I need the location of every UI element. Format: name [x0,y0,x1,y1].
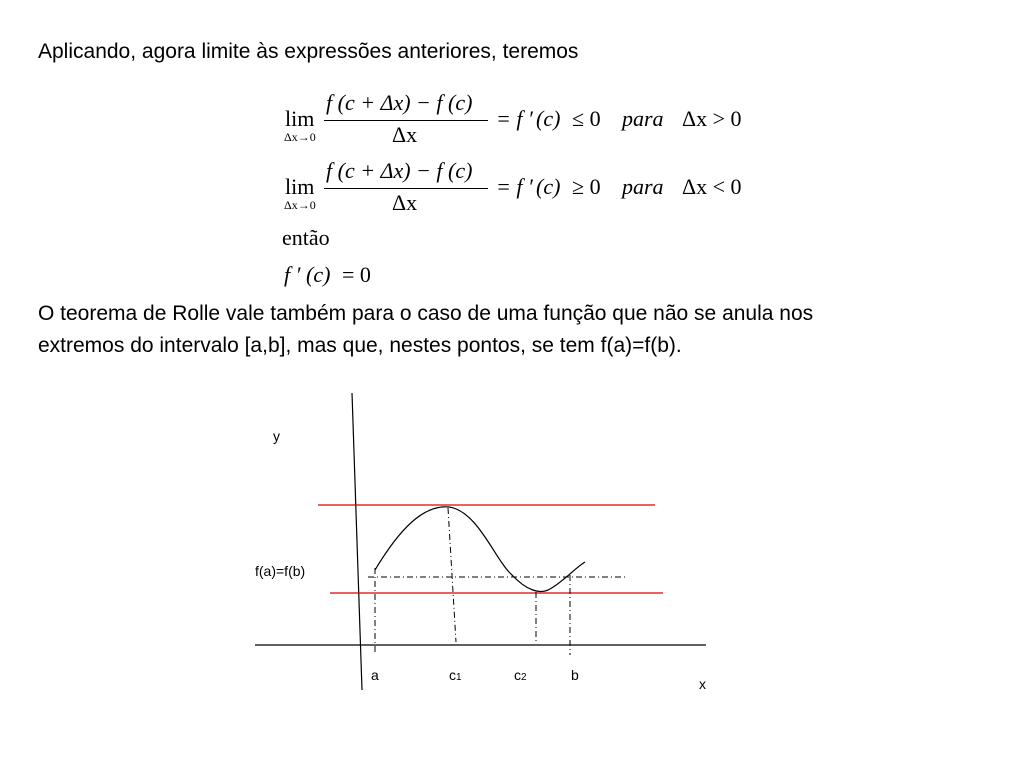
y-axis-label: y [273,428,280,444]
drop-line-c1 [448,508,456,642]
denominator: Δx [392,122,418,147]
condition: Δx > 0 [682,106,742,131]
fa-fb-label: f(a)=f(b) [255,563,306,579]
inequality: ≥ 0 [572,174,601,199]
numerator: f (c + Δx) − f (c) [326,158,473,183]
result-value: = 0 [342,262,371,287]
lim-subscript: Δx→0 [284,198,316,212]
c1-label: c1 [449,667,462,683]
lim-operator: lim [285,174,315,199]
x-axis-label: x [699,676,706,692]
b-label: b [571,667,579,683]
denominator: Δx [392,190,418,215]
derivative-arg: (c) [536,106,561,131]
rolle-line-1: O teorema de Rolle vale também para o caso de uma função que não se anula nos [38,302,814,325]
function-curve [375,507,585,592]
derivative-arg: (c) [536,174,561,199]
entao-text: então [282,225,330,250]
para-word: para [622,174,664,199]
result-arg: (c) [306,262,331,287]
numerator: f (c + Δx) − f (c) [326,90,473,115]
lim-operator: lim [285,106,315,131]
condition: Δx < 0 [682,174,742,199]
a-label: a [371,667,379,683]
intro-text: Aplicando, agora limite às expressões anteriores, teremos [38,40,579,63]
lim-subscript: Δx→0 [284,130,316,144]
derivative-f: = f ′ [496,174,533,199]
para-word: para [622,106,664,131]
inequality: ≤ 0 [572,106,601,131]
c2-label: c2 [514,667,527,683]
rolle-line-2: extremos do intervalo [a,b], mas que, nestes pontos, se tem f(a)=f(b). [38,334,682,357]
derivative-f: = f ′ [496,106,533,131]
result-f: f ′ [284,262,301,287]
